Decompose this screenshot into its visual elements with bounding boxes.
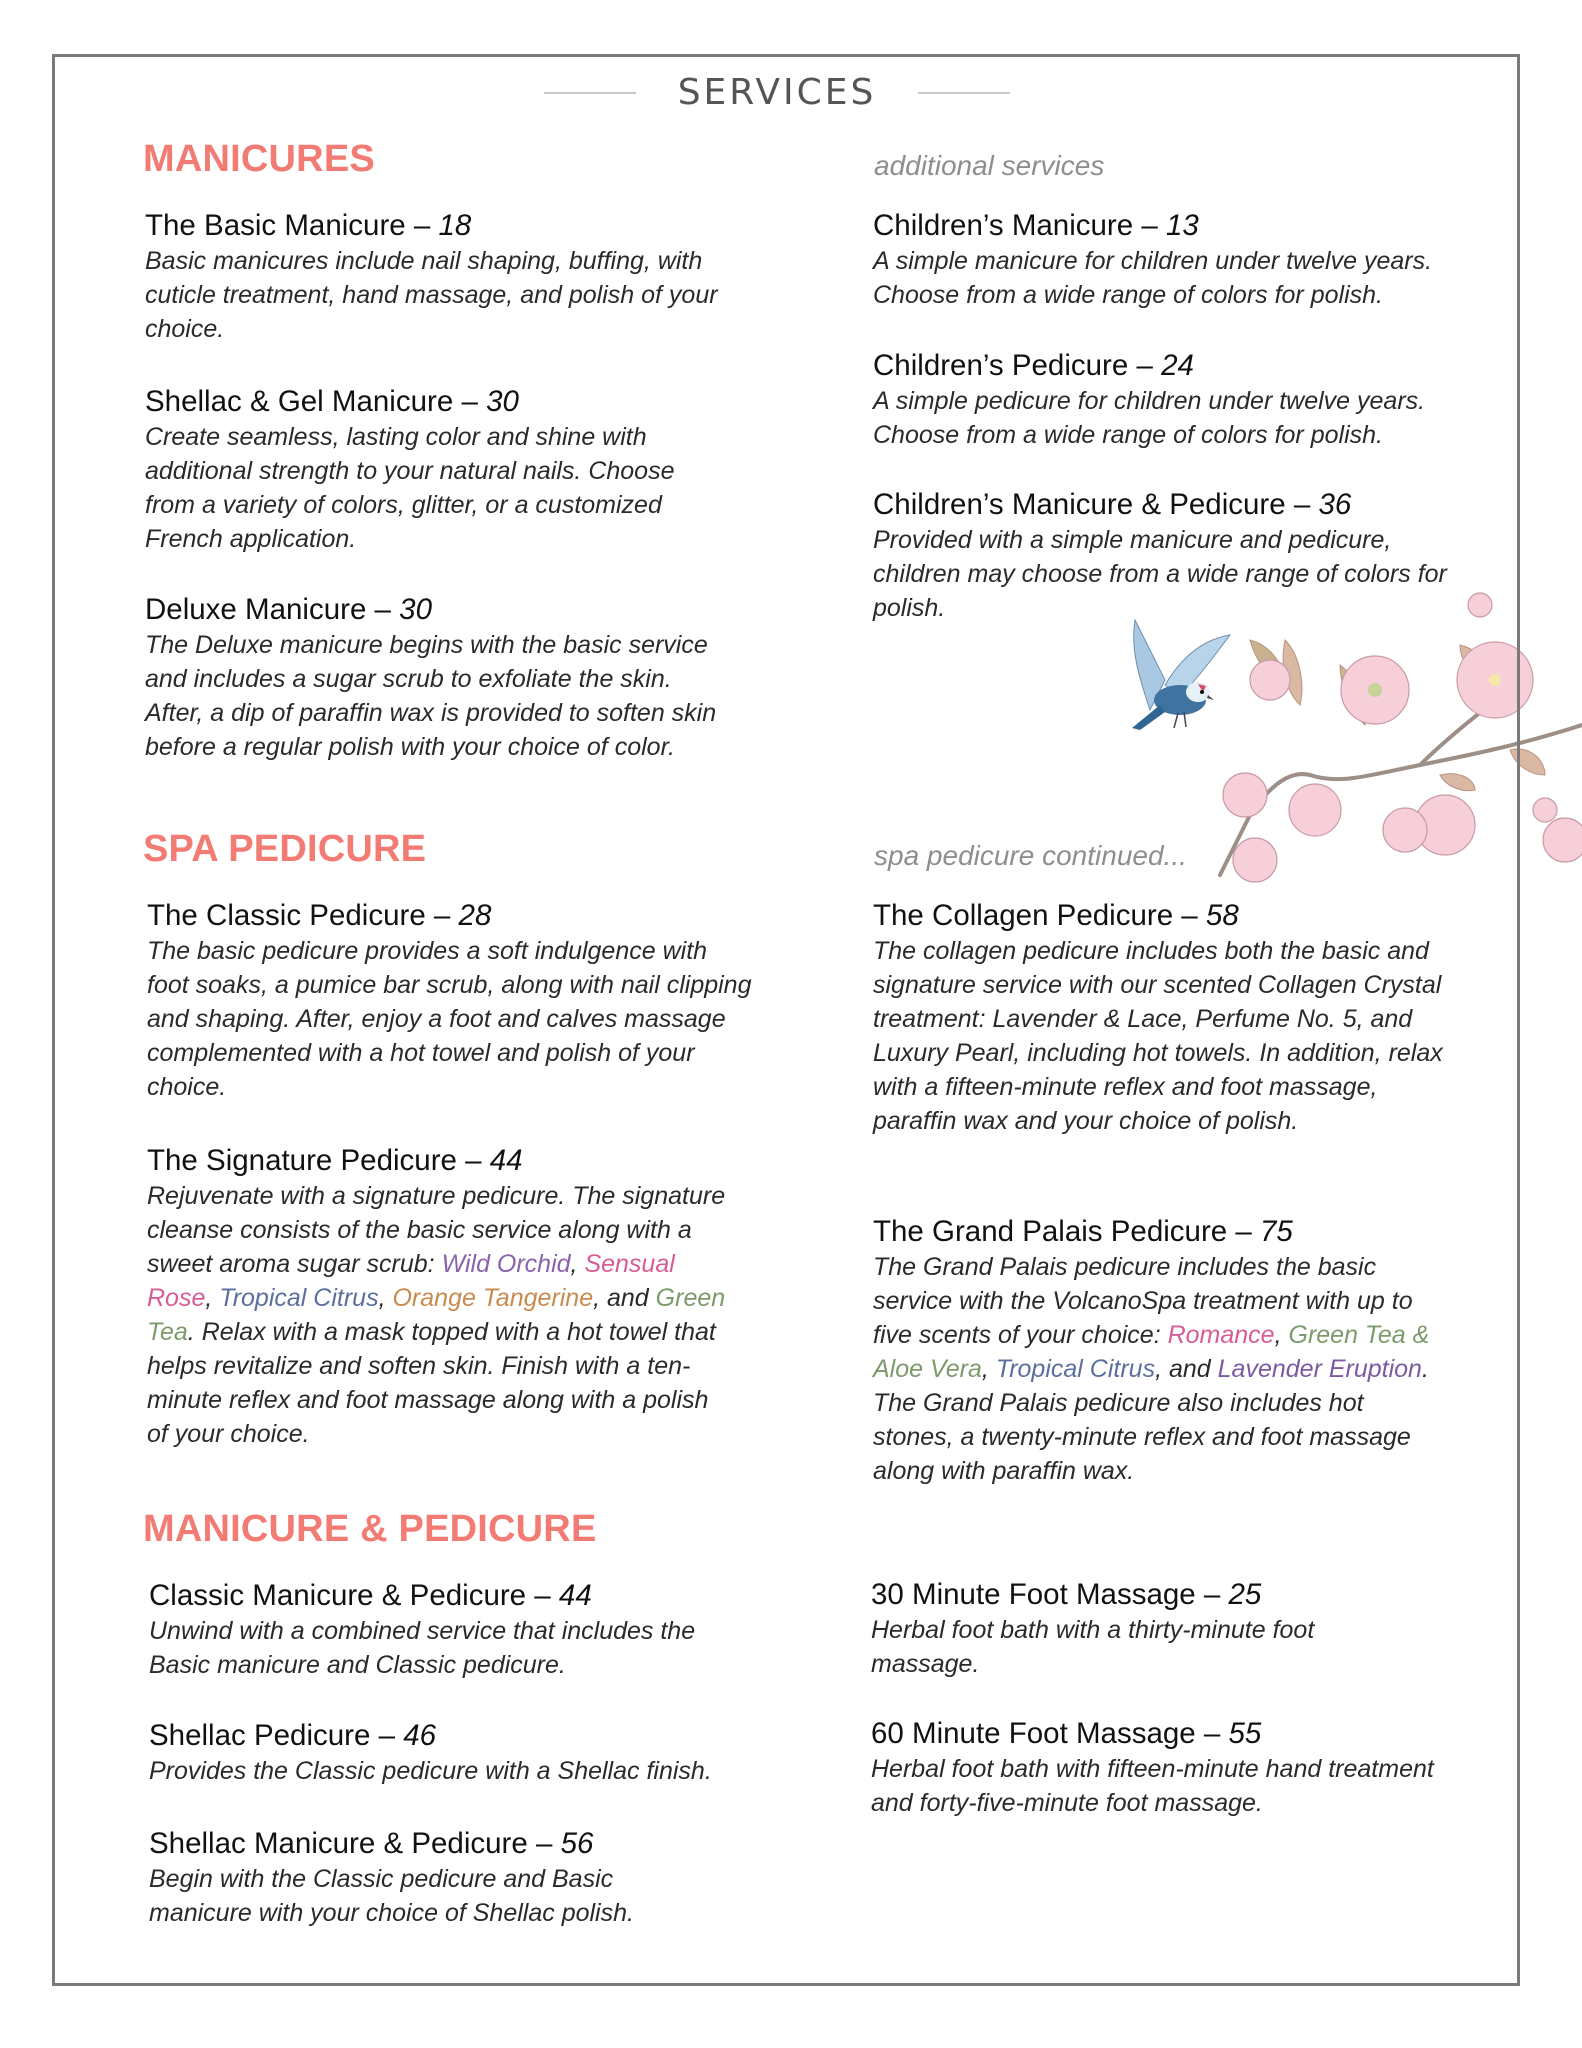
service-price: 13: [1165, 209, 1199, 242]
service-description: Herbal foot bath with a thirty-minute foot massage.: [871, 1616, 1315, 1678]
service-price: 58: [1205, 899, 1239, 932]
service-item: [147, 1143, 732, 1451]
page-header: [0, 72, 1554, 113]
service-description: The Grand Palais pedicure includes the basic service with the VolcanoSpa treatment with up to five scents of your choice: Romance, Green Tea & Aloe Vera, Tropical Citrus, and Lavender Eruption. The Grand Palais pedicure also includes hot stones, a twenty-minute reflex and foot massage along with paraffin wax.: [873, 1253, 1430, 1485]
service-name: Shellac Manicure & Pedicure – 56: [149, 1827, 594, 1860]
service-name: Children’s Manicure & Pedicure – 36: [873, 488, 1352, 521]
section-heading-manicure-pedicure: MANICURE & PEDICURE: [143, 1508, 597, 1550]
service-item: [147, 898, 752, 1104]
service-description: A simple pedicure for children under twelve years. Choose from a wide range of colors for polish.: [873, 387, 1426, 449]
service-name: The Signature Pedicure – 44: [147, 1144, 523, 1177]
service-name: Children’s Pedicure – 24: [873, 349, 1194, 382]
service-price: 30: [399, 593, 432, 626]
service-price: 30: [486, 385, 519, 418]
scent-sensual-rose: Sensual Rose: [147, 1250, 675, 1312]
service-description: A simple manicure for children under twelve years. Choose from a wide range of colors for polish.: [873, 247, 1433, 309]
service-item: [871, 1716, 1451, 1820]
service-price: 56: [560, 1827, 594, 1860]
service-price: 44: [558, 1579, 592, 1612]
service-name: Shellac Pedicure – 46: [149, 1719, 437, 1752]
service-name: 60 Minute Foot Massage – 55: [871, 1717, 1262, 1750]
title-rule-right: [918, 92, 1010, 94]
service-name: Children’s Manicure – 13: [873, 209, 1199, 242]
service-description: Basic manicures include nail shaping, buffing, with cuticle treatment, hand massage, and polish of your choice.: [145, 247, 718, 343]
service-price: 28: [458, 899, 492, 932]
subheading-additional-services: additional services: [874, 150, 1105, 181]
service-name: Shellac & Gel Manicure – 30: [145, 385, 519, 418]
section-heading-spa-pedicure: SPA PEDICURE: [143, 828, 427, 870]
service-description: Rejuvenate with a signature pedicure. The signature cleanse consists of the basic service along with a sweet aroma sugar scrub: Wild Orchid, Sensual Rose, Tropical Citrus, Orange Tangerine, and Green Tea. Relax with a mask topped with a hot towel that helps revitalize and soften skin. Finish with a ten-minute reflex and foot massage along with a polish of your choice.: [147, 1182, 726, 1448]
service-description: Create seamless, lasting color and shine with additional strength to your natural nails. Choose from a variety of colors, glitter, or a customized French application.: [145, 423, 675, 553]
service-price: 55: [1228, 1717, 1262, 1750]
service-price: 18: [438, 209, 472, 242]
service-item: [873, 1214, 1443, 1488]
service-description: Herbal foot bath with fifteen-minute hand treatment and forty-five-minute foot massage.: [871, 1755, 1434, 1817]
scent-wild-orchid: Wild Orchid: [441, 1250, 571, 1278]
service-description: The Deluxe manicure begins with the basic service and includes a sugar scrub to exfoliate the skin. After, a dip of paraffin wax is provided to soften skin before a regular polish with your choice of color.: [145, 631, 717, 761]
service-item: [145, 592, 735, 764]
service-price: 46: [403, 1719, 437, 1752]
service-item: [145, 208, 735, 346]
service-item: [873, 348, 1473, 452]
scent-tropical-citrus: Tropical Citrus: [995, 1355, 1156, 1383]
service-description: Begin with the Classic pedicure and Basic manicure with your choice of Shellac polish.: [149, 1865, 634, 1927]
section-heading-manicures: MANICURES: [143, 138, 375, 180]
scent-romance: Romance: [1167, 1321, 1275, 1349]
service-item: [871, 1577, 1401, 1681]
scent-green-tea-aloe-vera: Green Tea & Aloe Vera: [873, 1321, 1430, 1383]
scent-tropical-citrus: Tropical Citrus: [219, 1284, 379, 1312]
service-item: [873, 898, 1443, 1138]
service-name: The Basic Manicure – 18: [145, 209, 472, 242]
page-title: SERVICES: [677, 72, 877, 113]
service-name: Classic Manicure & Pedicure – 44: [149, 1579, 592, 1612]
service-name: The Classic Pedicure – 28: [147, 899, 492, 932]
service-description: Provided with a simple manicure and pedicure, children may choose from a wide range of colors for polish.: [873, 526, 1447, 622]
scent-green-tea: Green Tea: [147, 1284, 726, 1346]
service-description: Unwind with a combined service that includes the Basic manicure and Classic pedicure.: [149, 1617, 696, 1679]
service-name: 30 Minute Foot Massage – 25: [871, 1578, 1262, 1611]
service-description: The collagen pedicure includes both the basic and signature service with our scented Collagen Crystal treatment: Lavender & Lace, Perfume No. 5, and Luxury Pearl, including hot towels. In addition, relax with a fifteen-minute reflex and foot massage, paraffin wax and your choice of polish.: [873, 937, 1443, 1135]
scent-lavender-eruption: Lavender Eruption: [1217, 1355, 1422, 1383]
service-item: [145, 384, 725, 556]
service-description: The basic pedicure provides a soft indulgence with foot soaks, a pumice bar scrub, along with nail clipping and shaping. After, enjoy a foot and calves massage complemented with a hot towel and polish of your choice.: [147, 937, 752, 1101]
service-item: [873, 208, 1473, 312]
cherry-blossom-branch-icon: [1190, 585, 1582, 885]
service-item: [149, 1718, 759, 1788]
service-price: 25: [1228, 1578, 1262, 1611]
service-name: Deluxe Manicure – 30: [145, 593, 432, 626]
service-item: [149, 1578, 759, 1682]
service-name: The Collagen Pedicure – 58: [873, 899, 1239, 932]
service-price: 75: [1260, 1215, 1293, 1248]
service-price: 44: [489, 1144, 523, 1177]
service-price: 36: [1318, 488, 1352, 521]
subheading-spa-pedicure-continued: spa pedicure continued...: [874, 840, 1187, 871]
scent-orange-tangerine: Orange Tangerine: [392, 1284, 594, 1312]
service-price: 24: [1161, 349, 1194, 382]
service-description: Provides the Classic pedicure with a Shellac finish.: [149, 1757, 712, 1785]
service-name: The Grand Palais Pedicure – 75: [873, 1215, 1293, 1248]
title-rule-left: [544, 92, 636, 94]
service-item: [149, 1826, 709, 1930]
